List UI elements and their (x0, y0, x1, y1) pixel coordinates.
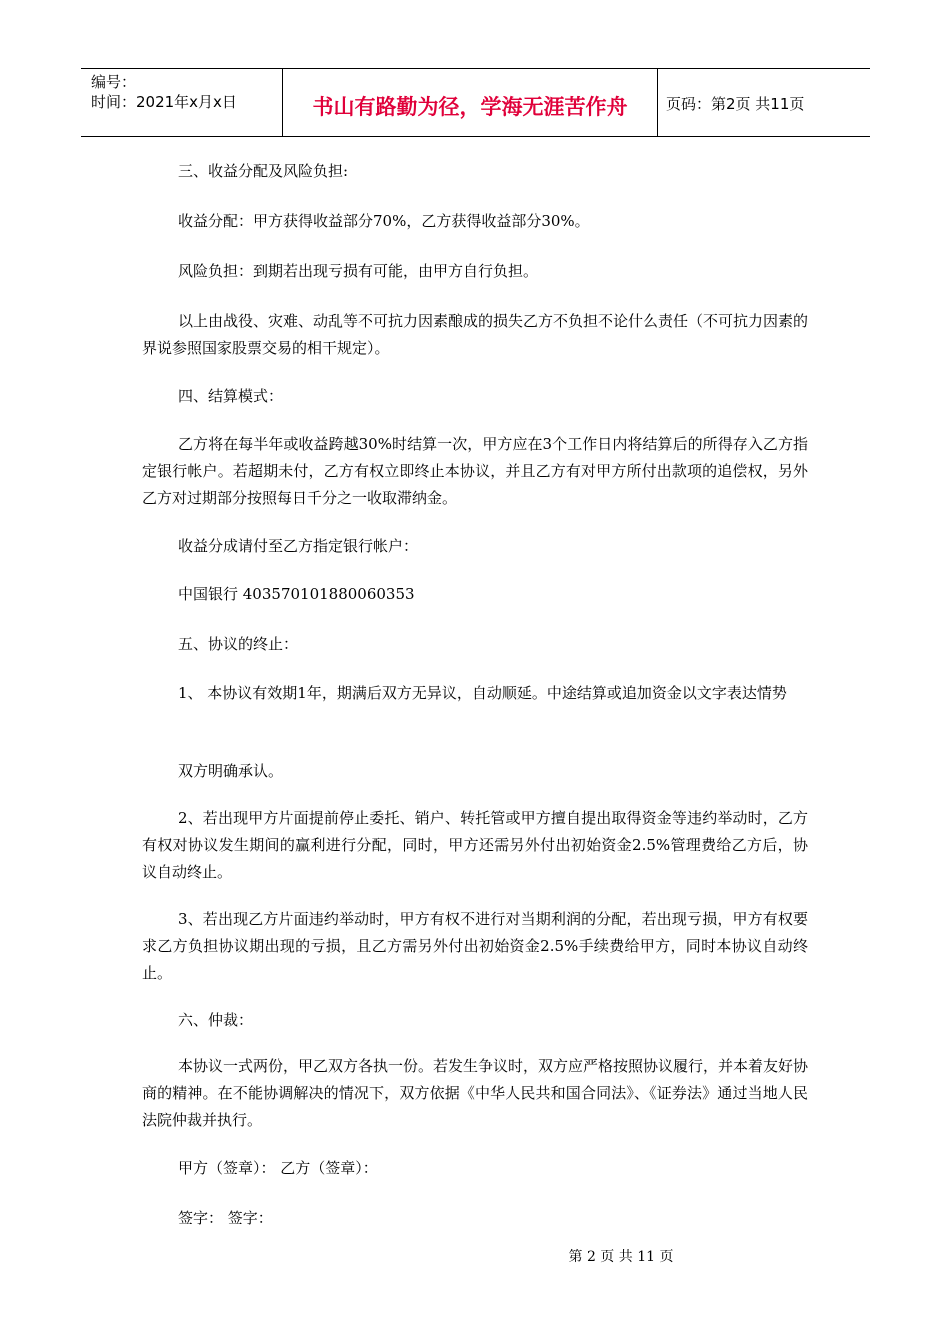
header-page-info: 页码：第2页 共11页 (666, 95, 805, 113)
paragraph-termination-3: 3、若出现乙方片面违约举动时，甲方有权不进行对当期利润的分配，若出现亏损，甲方有权要求乙方负担协议期出现的亏损，且乙方需另外付出初始资金2.5%手续费给甲方，同时本协议自动终止。 (142, 910, 808, 982)
paragraph-arbitration-terms: 本协议一式两份，甲乙双方各执一份。若发生争议时，双方应严格按照协议履行，并本着友好协商的精神。在不能协调解决的情况下，双方依据《中华人民共和国合同法》、《证券法》通过当地人民法院仲裁并执行。 (142, 1057, 809, 1129)
paragraph-risk-burden: 风险负担：到期若出现亏损有可能，由甲方自行负担。 (178, 262, 539, 280)
header-motto: 书山有路勤为径，学海无涯苦作舟 (312, 95, 628, 119)
paragraph-settlement-terms: 乙方将在每半年或收益跨越30%时结算一次，甲方应在3个工作日内将结算后的所得存入乙方指定银行帐户。若超期未付，乙方有权立即终止本协议，并且乙方有对甲方所付出款项的追偿权，另外乙方对过期部分按照每日千分之一收取滞纳金。 (142, 435, 808, 507)
paragraph-signatures: 签字： 签字： (178, 1209, 273, 1227)
document-time-label: 时间：2021年x月x日 (91, 93, 237, 111)
section-heading-termination: 五、协议的终止： (178, 635, 299, 653)
paragraph-termination-1: 1、 本协议有效期1年，期满后双方无异议，自动顺延。中途结算或追加资金以文字表达情势 (178, 684, 787, 702)
section-heading-settlement: 四、结算模式： (178, 387, 284, 405)
paragraph-force-majeure: 以上由战役、灾难、动乱等不可抗力因素酿成的损失乙方不负担不论什么责任（不可抗力因素的界说参照国家股票交易的相干规定）。 (142, 312, 809, 357)
section-heading-arbitration: 六、仲裁： (178, 1011, 254, 1029)
page-footer-text: 第 2 页 共 11 页 (568, 1249, 674, 1265)
header-motto-cell (282, 69, 658, 136)
paragraph-bank-account-intro: 收益分成请付至乙方指定银行帐户： (178, 537, 419, 555)
paragraph-termination-2: 2、若出现甲方片面提前停止委托、销户、转托管或甲方擅自提出取得资金等违约举动时，乙方有权对协议发生期间的赢利进行分配，同时，甲方还需另外付出初始资金2.5%管理费给乙方后，协议自动终止。 (142, 809, 808, 881)
paragraph-mutual-confirmation: 双方明确承认。 (178, 762, 284, 780)
document-header (81, 68, 870, 137)
header-page-cell (658, 69, 870, 136)
paragraph-bank-account: 中国银行 403570101880060353 (178, 585, 415, 603)
page-footer (0, 1246, 950, 1266)
header-meta-cell (81, 69, 281, 136)
section-heading-profit-risk: 三、收益分配及风险负担: (178, 162, 349, 180)
paragraph-party-seals: 甲方（签章）： 乙方（签章）： (178, 1159, 378, 1177)
paragraph-profit-distribution: 收益分配：甲方获得收益部分70%，乙方获得收益部分30%。 (178, 212, 590, 230)
document-number-label: 编号： (91, 73, 137, 91)
